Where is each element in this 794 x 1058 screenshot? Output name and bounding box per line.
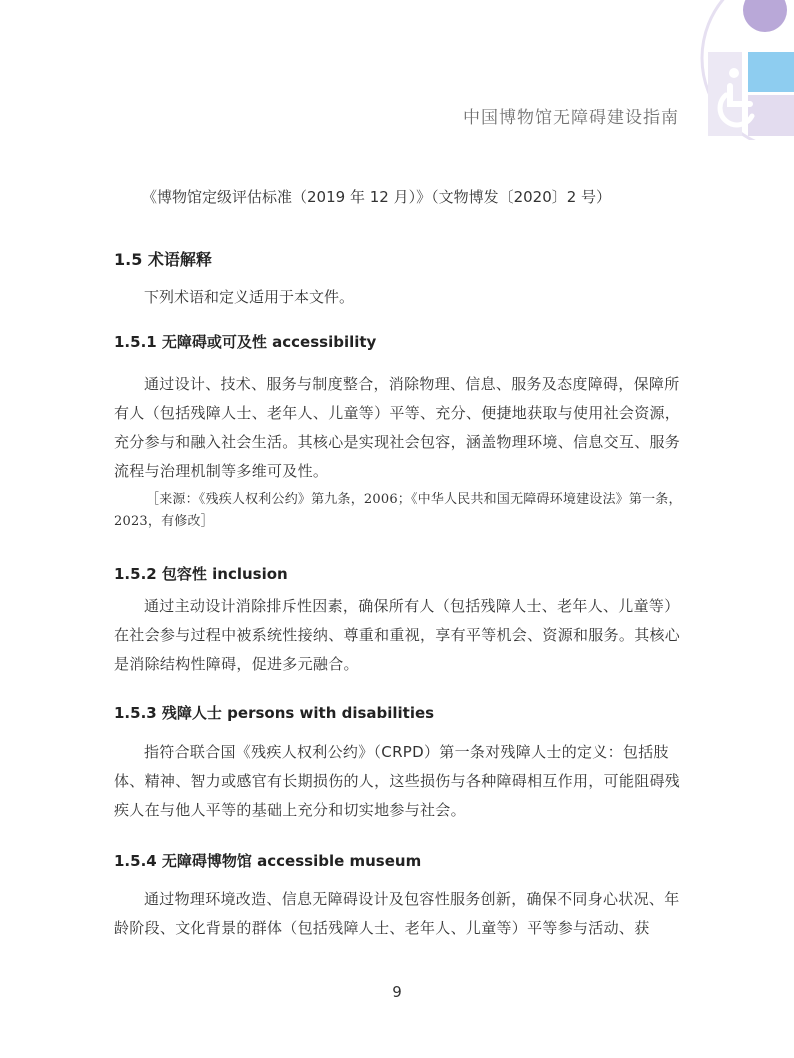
page-number: 9 <box>392 983 402 1001</box>
term-body-persons-with-disabilities: 指符合联合国《残疾人权利公约》（CRPD）第一条对残障人士的定义：包括肢体、精神、智力或感官有长期损伤的人，这些损伤与各种障碍相互作用，可能阻碍残疾人在与他人平等的基础上充分和切实地参与社会。 <box>114 743 681 819</box>
accessibility-wheelchair-icon <box>690 0 794 140</box>
section-intro: 下列术语和定义适用于本文件。 <box>144 288 355 306</box>
term-heading-persons-with-disabilities: 1.5.3 残障人士 persons with disabilities <box>114 704 435 722</box>
term-body-inclusion: 通过主动设计消除排斥性因素，确保所有人（包括残障人士、老年人、儿童等）在社会参与过程中被系统性接纳、尊重和重视，享有平等机会、资源和服务。其核心是消除结构性障碍，促进多元融合。 <box>114 597 681 673</box>
term-heading-accessible-museum: 1.5.4 无障碍博物馆 accessible museum <box>114 852 422 870</box>
term-heading-inclusion: 1.5.2 包容性 inclusion <box>114 565 288 583</box>
section-heading: 1.5 术语解释 <box>114 250 212 269</box>
term-source-accessibility: ［来源：《残疾人权利公约》第九条，2006；《中华人民共和国无障碍环境建设法》第一条，2023，有修改］ <box>114 492 682 529</box>
term-body-accessible-museum: 通过物理环境改造、信息无障碍设计及包容性服务创新，确保不同身心状况、年龄阶段、文化背景的群体（包括残障人士、老年人、儿童等）平等参与活动、获 <box>114 890 680 937</box>
running-header: 中国博物馆无障碍建设指南 <box>463 108 679 128</box>
term-heading-accessibility: 1.5.1 无障碍或可及性 accessibility <box>114 333 377 351</box>
term-body-accessibility: 通过设计、技术、服务与制度整合，消除物理、信息、服务及态度障碍，保障所有人（包括残障人士、老年人、儿童等）平等、充分、便捷地获取与使用社会资源，充分参与和融入社会生活。其核心是实现社会包容，涵盖物理环境、信息交互、服务流程与治理机制等多维可及性。 <box>114 375 681 480</box>
reference-document-line: 《博物馆定级评估标准（2019 年 12 月）》（文物博发〔2020〕2 号） <box>142 188 612 206</box>
